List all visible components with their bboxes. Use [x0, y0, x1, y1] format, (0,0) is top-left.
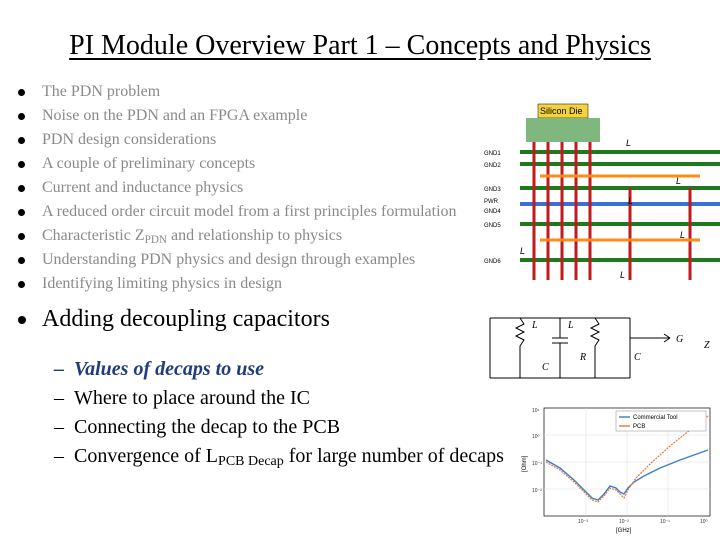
svg-text:10⁻³: 10⁻³: [578, 519, 588, 525]
svg-text:GND6: GND6: [484, 259, 501, 265]
svg-text:G: G: [676, 334, 684, 345]
svg-text:10⁻¹: 10⁻¹: [660, 519, 670, 525]
svg-text:10⁻²: 10⁻²: [619, 519, 629, 525]
svg-text:Commercial Tool: Commercial Tool: [633, 415, 678, 421]
bullet-dot: [18, 185, 25, 192]
svg-text:L: L: [568, 320, 574, 331]
svg-text:PCB: PCB: [633, 424, 646, 430]
x-tick-labels: [578, 519, 708, 525]
sub-list-item: – Connecting the decap to the PCB: [54, 416, 341, 438]
svg-text:GND4: GND4: [484, 209, 501, 215]
major-bullet: Adding decoupling capacitors: [18, 304, 518, 334]
svg-text:PWR: PWR: [484, 199, 498, 205]
bullet-dot: [18, 233, 25, 240]
svg-text:10¹: 10¹: [532, 408, 540, 414]
circuit-labels: [531, 320, 710, 373]
bullet-dot: [18, 137, 25, 144]
list-item: Current and inductance physics: [18, 176, 518, 200]
list-item: Identifying limiting physics in design: [18, 272, 518, 296]
sub-list-item: – Where to place around the IC: [54, 387, 311, 409]
y-tick-labels: [532, 408, 542, 494]
svg-text:L: L: [680, 230, 686, 240]
list-item: Characteristic $Z_{PDN}$ and relationship to physics: [18, 224, 518, 248]
list-item: PDN design considerations: [18, 128, 518, 152]
svg-text:Z: Z: [704, 340, 710, 351]
sub-list-item: – Values of decaps to use: [54, 358, 264, 380]
bullet-dot: [18, 161, 25, 168]
sub-topic-list: [54, 355, 514, 471]
bullet-dot: [18, 316, 26, 324]
svg-text:R: R: [580, 352, 587, 363]
bullet-dot: [18, 209, 25, 216]
x-axis-label: [GHz]: [616, 528, 632, 534]
y-axis-label: [Ohm]: [522, 455, 528, 472]
circuit-wires: [490, 318, 670, 378]
svg-text:10⁰: 10⁰: [532, 434, 540, 440]
list-item: A couple of preliminary concepts: [18, 152, 518, 176]
svg-text:GND3: GND3: [484, 187, 501, 193]
package-body: [526, 118, 600, 142]
circuit-model-figure: [480, 298, 720, 384]
svg-text:GND1: GND1: [484, 151, 501, 157]
list-item: A reduced order circuit model from a first principles formulation: [18, 200, 518, 224]
svg-text:10⁰: 10⁰: [700, 519, 708, 525]
pdn-stackup-figure: [480, 100, 720, 300]
svg-text:L: L: [520, 246, 526, 256]
bullet-dot: [18, 257, 25, 264]
svg-text:10⁻²: 10⁻²: [532, 488, 542, 494]
svg-text:GND2: GND2: [484, 163, 501, 169]
list-item: Understanding PDN physics and design through examples: [18, 248, 518, 272]
bullet-dot: [18, 113, 25, 120]
list-item: Noise on the PDN and an FPGA example: [18, 104, 518, 128]
svg-text:L: L: [628, 196, 634, 206]
impedance-plot-figure: [520, 402, 716, 536]
svg-text:C: C: [542, 362, 549, 373]
bullet-dot: [18, 281, 25, 288]
bullet-dot: [18, 89, 25, 96]
svg-text:L: L: [676, 176, 682, 186]
svg-text:GND5: GND5: [484, 223, 501, 229]
svg-text:10⁻¹: 10⁻¹: [532, 461, 542, 467]
svg-text:L: L: [532, 320, 538, 331]
svg-text:C: C: [634, 352, 641, 363]
svg-text:L: L: [626, 138, 632, 148]
list-item: The PDN problem: [18, 80, 518, 104]
die-label: Silicon Die: [540, 106, 583, 116]
svg-text:L: L: [620, 270, 626, 280]
sub-list-item: – Convergence of $L_{PCB Decap}$ for large number of decaps: [54, 445, 504, 469]
plot-legend: [616, 411, 706, 431]
topic-list: [18, 80, 518, 334]
slide-title: PI Module Overview Part 1 – Concepts and Physics: [69, 30, 651, 61]
